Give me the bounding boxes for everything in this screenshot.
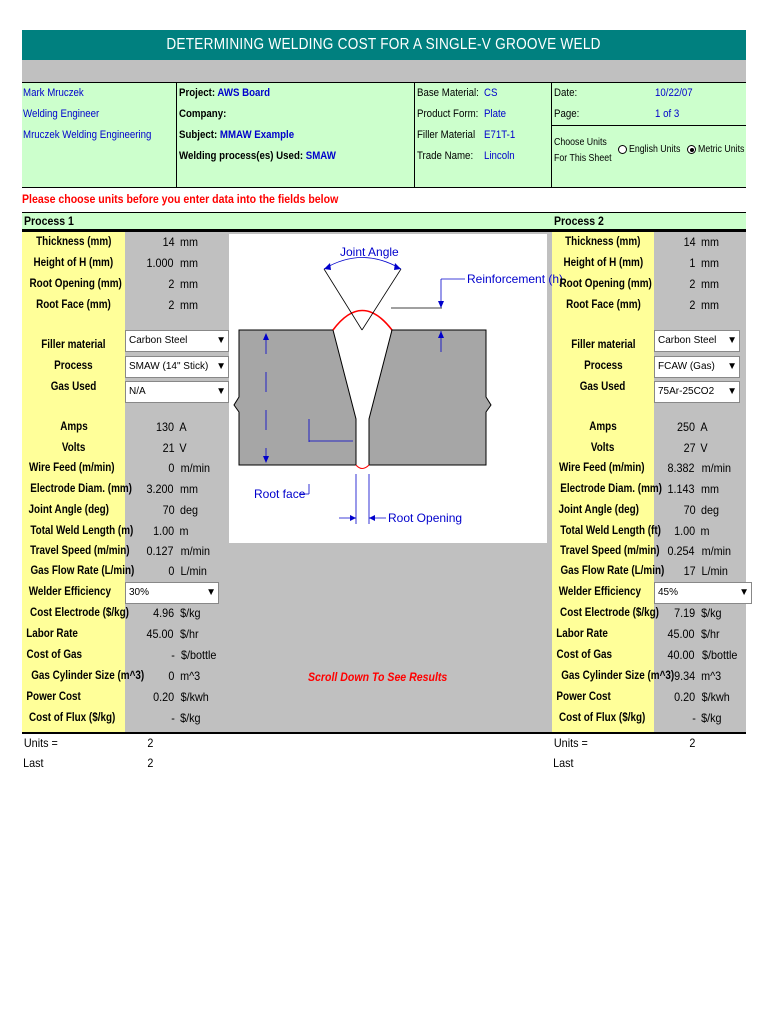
gas-label: Gas Used [50, 381, 97, 393]
author-company: Mruczek Welding Engineering [23, 129, 152, 141]
field-label: Travel Speed (m/min) [560, 545, 660, 557]
field-label: Wire Feed (m/min) [558, 462, 645, 474]
field-value[interactable]: 0.254 [667, 544, 695, 558]
field-unit: $/kg [180, 606, 201, 620]
field-label: Travel Speed (m/min) [30, 545, 130, 557]
trade-name-label: Trade Name: [417, 150, 474, 162]
field-unit: $/kg [701, 606, 722, 620]
field-unit: mm [180, 482, 198, 496]
field-unit: L/min [701, 564, 728, 578]
page-value: 1 of 3 [655, 108, 680, 120]
field-unit: $/bottle [180, 648, 217, 662]
product-form-label: Product Form: [417, 108, 479, 120]
english-units-label: English Units [629, 144, 681, 155]
field-value[interactable]: 130 [155, 420, 174, 434]
field-value[interactable]: 14 [683, 235, 696, 249]
english-units-radio[interactable] [618, 145, 627, 154]
field-value[interactable]: 1.000 [146, 256, 174, 270]
field-label: Total Weld Length (ft) [560, 525, 661, 537]
field-value[interactable]: 3.200 [146, 482, 174, 496]
field-unit: m [179, 524, 189, 538]
subject-field: Subject: MMAW Example [179, 129, 295, 141]
field-label: Electrode Diam. (mm) [560, 483, 662, 495]
field-value[interactable]: - [171, 711, 175, 725]
field-label: Cost Electrode ($/kg) [30, 607, 129, 619]
field-label: Gas Flow Rate (L/min) [560, 565, 665, 577]
dropdown-arrow-icon[interactable]: ▼ [727, 361, 737, 372]
field-unit: m [700, 524, 710, 538]
field-value[interactable]: 70 [683, 503, 696, 517]
field-unit: mm [180, 277, 198, 291]
field-label: Root Face (mm) [36, 299, 111, 311]
field-label: Height of H (mm) [563, 257, 643, 269]
dropdown-arrow-icon[interactable]: ▼ [216, 386, 226, 397]
field-label: Gas Flow Rate (L/min) [30, 565, 135, 577]
field-label: Thickness (mm) [565, 236, 641, 248]
field-value[interactable]: 40.00 [667, 648, 695, 662]
product-form-value: Plate [484, 108, 507, 120]
units-warning: Please choose units before you enter data into the fields below [22, 188, 746, 210]
filler-label: Filler material [570, 339, 636, 351]
field-unit: $/kg [701, 711, 722, 725]
field-label: Amps [589, 421, 617, 433]
field-label: Cost of Gas [556, 649, 613, 661]
field-value[interactable]: 14 [162, 235, 175, 249]
field-value[interactable]: 8.382 [667, 461, 695, 475]
field-label: Wire Feed (m/min) [28, 462, 115, 474]
dropdown-arrow-icon[interactable]: ▼ [727, 386, 737, 397]
gas-label: Gas Used [580, 381, 626, 393]
field-value[interactable]: 4.96 [152, 606, 174, 620]
field-unit: V [179, 441, 187, 455]
process-label: Process [54, 360, 93, 372]
table-bottom-border [22, 732, 746, 734]
root-face-label: Root face [254, 487, 306, 501]
dropdown-arrow-icon[interactable]: ▼ [216, 335, 226, 346]
date-value: 10/22/07 [655, 87, 693, 99]
sheet-title: DETERMINING WELDING COST FOR A SINGLE-V GROOVE WELD [22, 30, 746, 60]
field-label: Amps [59, 421, 88, 433]
process-2-header: Process 2 [552, 212, 746, 230]
field-label: Root Opening (mm) [29, 278, 122, 290]
process-field: Welding process(es) Used: SMAW [179, 150, 336, 162]
field-label: Cost of Flux ($/kg) [29, 712, 116, 724]
last-label: Last [553, 756, 574, 770]
field-unit: mm [701, 298, 719, 312]
units-label: Units = [23, 736, 58, 750]
last-value: 2 [147, 756, 154, 770]
field-label: Thickness (mm) [35, 236, 112, 248]
field-unit: mm [180, 256, 198, 270]
field-value[interactable]: 2 [168, 298, 175, 312]
choose-units-label-2: For This Sheet [554, 153, 612, 164]
process-1-header: Process 1 [22, 212, 552, 230]
dropdown-arrow-icon[interactable]: ▼ [216, 361, 226, 372]
field-label: Total Weld Length (m) [30, 525, 134, 537]
field-value[interactable]: 2 [689, 298, 696, 312]
table-top-border [22, 230, 746, 232]
process-dropdown[interactable]: FCAW (Gas) ▼ [654, 356, 740, 378]
field-unit: mm [180, 235, 198, 249]
field-unit: $/hr [701, 627, 720, 641]
units-value: 2 [689, 736, 696, 750]
field-label: Gas Cylinder Size (m^3) [31, 670, 145, 682]
field-value[interactable]: 0.20 [152, 690, 174, 704]
reinforcement-label: Reinforcement (h) [467, 272, 564, 286]
field-unit: V [700, 441, 708, 455]
root-opening-label: Root Opening [388, 511, 463, 525]
field-label: Labor Rate [26, 628, 78, 640]
page-label: Page: [554, 108, 580, 120]
efficiency-label: Welder Efficiency [558, 586, 641, 598]
field-label: Labor Rate [556, 628, 608, 640]
process-dropdown[interactable]: SMAW (14" Stick) ▼ [125, 356, 229, 378]
field-label: Root Face (mm) [565, 299, 641, 311]
field-label: Height of H (mm) [33, 257, 114, 269]
field-value[interactable]: - [692, 711, 696, 725]
efficiency-dropdown[interactable]: 30% ▼ [125, 582, 219, 604]
company-field: Company: [179, 108, 227, 120]
field-value[interactable]: 250 [676, 420, 695, 434]
units-value: 2 [147, 736, 154, 750]
field-value[interactable]: 2 [168, 277, 175, 291]
scroll-down-note[interactable]: Scroll Down To See Results [308, 670, 448, 684]
field-label: Joint Angle (deg) [558, 504, 639, 516]
field-unit: m/min [701, 461, 732, 475]
metric-units-label: Metric Units [698, 144, 745, 155]
field-unit: $/bottle [701, 648, 738, 662]
field-unit: m^3 [180, 669, 201, 683]
units-label: Units = [553, 736, 588, 750]
dropdown-arrow-icon[interactable]: ▼ [206, 587, 216, 598]
field-label: Power Cost [556, 691, 611, 703]
filler-dropdown[interactable]: Carbon Steel ▼ [125, 330, 229, 352]
joint-angle-label: Joint Angle [340, 245, 399, 259]
field-unit: deg [701, 503, 720, 517]
field-unit: m/min [701, 544, 732, 558]
field-label: Gas Cylinder Size (m^3) [561, 670, 675, 682]
base-material-value: CS [484, 87, 498, 99]
field-value[interactable]: 0.127 [146, 544, 174, 558]
field-value[interactable]: 9.34 [673, 669, 695, 683]
field-value[interactable]: 45.00 [146, 627, 174, 641]
field-value[interactable]: 0 [168, 461, 175, 475]
process-label: Process [583, 360, 623, 372]
field-value[interactable]: 7.19 [673, 606, 695, 620]
field-value[interactable]: 1.00 [673, 524, 695, 538]
field-value[interactable]: 17 [683, 564, 696, 578]
metric-units-radio[interactable] [687, 145, 696, 154]
field-unit: m/min [180, 544, 211, 558]
field-value[interactable]: 0.20 [673, 690, 695, 704]
efficiency-dropdown[interactable]: 45% ▼ [654, 582, 752, 604]
field-unit: L/min [180, 564, 207, 578]
field-unit: $/hr [180, 627, 199, 641]
gas-dropdown[interactable]: N/A ▼ [125, 381, 229, 403]
base-material-label: Base Material: [417, 87, 479, 99]
author-name: Mark Mruczek [23, 87, 84, 99]
field-unit: mm [701, 256, 719, 270]
field-value[interactable]: 70 [162, 503, 175, 517]
field-unit: deg [180, 503, 199, 517]
field-unit: mm [701, 235, 719, 249]
field-unit: A [179, 420, 187, 434]
field-unit: mm [180, 298, 198, 312]
field-value[interactable]: 1.143 [667, 482, 695, 496]
info-block [22, 82, 746, 188]
dropdown-arrow-icon[interactable]: ▼ [727, 335, 737, 346]
field-value[interactable]: 1 [689, 256, 696, 270]
weld-diagram [229, 234, 564, 543]
field-unit: m^3 [701, 669, 722, 683]
field-unit: $/kwh [701, 690, 730, 704]
gas-dropdown[interactable]: 75Ar-25CO2 ▼ [654, 381, 740, 403]
field-unit: A [700, 420, 708, 434]
last-label: Last [23, 756, 44, 770]
field-label: Cost of Flux ($/kg) [559, 712, 646, 724]
field-label: Cost of Gas [26, 649, 83, 661]
filler-material-value: E71T-1 [484, 129, 516, 141]
author-role: Welding Engineer [23, 108, 100, 120]
field-value[interactable]: 0 [168, 669, 175, 683]
field-value[interactable]: 0 [168, 564, 175, 578]
field-label: Volts [591, 442, 615, 454]
field-unit: mm [701, 277, 719, 291]
field-label: Cost Electrode ($/kg) [560, 607, 659, 619]
field-value[interactable]: - [171, 648, 175, 662]
dropdown-arrow-icon[interactable]: ▼ [739, 587, 749, 598]
field-value[interactable]: 1.00 [152, 524, 174, 538]
field-value[interactable]: 21 [162, 441, 175, 455]
filler-material-label: Filler Material [417, 129, 476, 141]
header-spacer [22, 60, 746, 82]
field-value[interactable]: 2 [689, 277, 696, 291]
field-value[interactable]: 45.00 [667, 627, 695, 641]
trade-name-value: Lincoln [484, 150, 515, 162]
date-label: Date: [554, 87, 578, 99]
project-field: Project: AWS Board [179, 87, 271, 99]
efficiency-label: Welder Efficiency [28, 586, 111, 598]
field-unit: mm [701, 482, 719, 496]
field-label: Electrode Diam. (mm) [30, 483, 132, 495]
field-label: Joint Angle (deg) [28, 504, 109, 516]
field-label: Power Cost [26, 691, 81, 703]
filler-dropdown[interactable]: Carbon Steel ▼ [654, 330, 740, 352]
field-unit: $/kg [180, 711, 201, 725]
field-label: Root Opening (mm) [559, 278, 652, 290]
filler-label: Filler material [41, 339, 106, 351]
field-unit: $/kwh [180, 690, 209, 704]
choose-units-label: Choose Units [554, 137, 607, 148]
field-unit: m/min [180, 461, 211, 475]
field-label: Volts [61, 442, 86, 454]
field-value[interactable]: 27 [683, 441, 696, 455]
